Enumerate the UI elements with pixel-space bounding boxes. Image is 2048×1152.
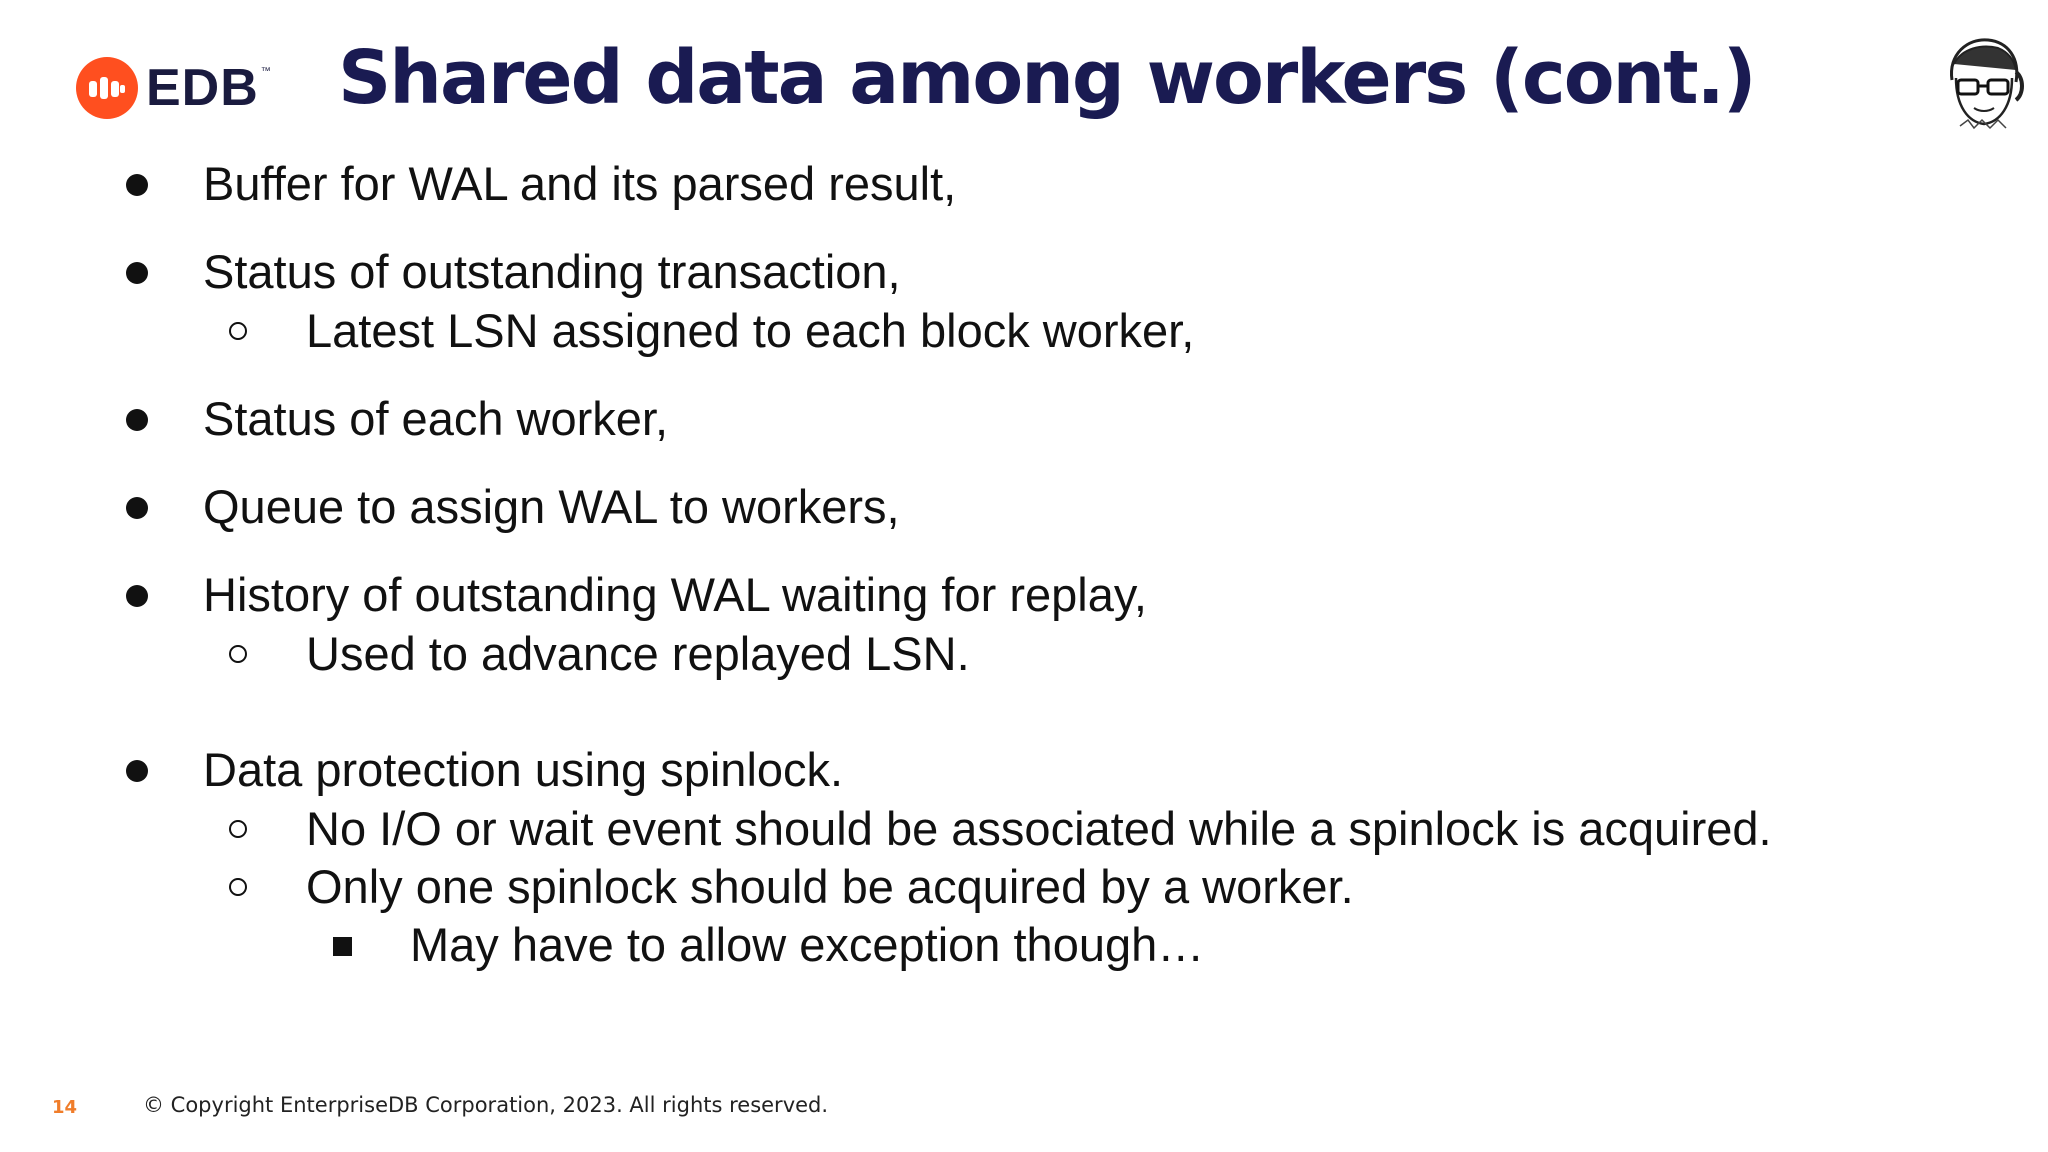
sub-list-item-text: Only one spinlock should be acquired by a worker.: [306, 860, 1354, 913]
bullet-dot: [126, 174, 148, 196]
sub-list-item-text: Latest LSN assigned to each block worker,: [306, 304, 1195, 357]
list-item-text: Status of outstanding transaction,: [203, 245, 901, 298]
list-item-text: Buffer for WAL and its parsed result,: [203, 157, 957, 210]
slide-title: Shared data among workers (cont.): [338, 35, 1755, 121]
bullet-dot: [126, 262, 148, 284]
list-item-text: Status of each worker,: [203, 392, 669, 445]
copyright-notice: © Copyright EnterpriseDB Corporation, 2023. All rights reserved.: [143, 1093, 829, 1117]
sub-list-item-text: No I/O or wait event should be associated while a spinlock is acquired.: [306, 802, 1772, 855]
list-item-text: History of outstanding WAL waiting for replay,: [203, 568, 1147, 621]
sub-sub-list-item-text: May have to allow exception though…: [410, 918, 1205, 971]
edb-logo-text: EDB: [146, 59, 259, 117]
bullet-circle: [229, 820, 247, 838]
bullet-circle: [229, 645, 247, 663]
bullet-square: [333, 937, 352, 956]
page-number: 14: [52, 1097, 78, 1118]
list-item-text: Queue to assign WAL to workers,: [203, 480, 900, 533]
list-item-text: Data protection using spinlock.: [203, 743, 844, 796]
bullet-dot: [126, 585, 148, 607]
bullet-dot: [126, 497, 148, 519]
bullet-circle: [229, 322, 247, 340]
bullet-dot: [126, 409, 148, 431]
bullet-circle: [229, 878, 247, 896]
sub-list-item-text: Used to advance replayed LSN.: [306, 627, 970, 680]
bullet-dot: [126, 760, 148, 782]
edb-logo-trademark: ™: [260, 66, 271, 77]
